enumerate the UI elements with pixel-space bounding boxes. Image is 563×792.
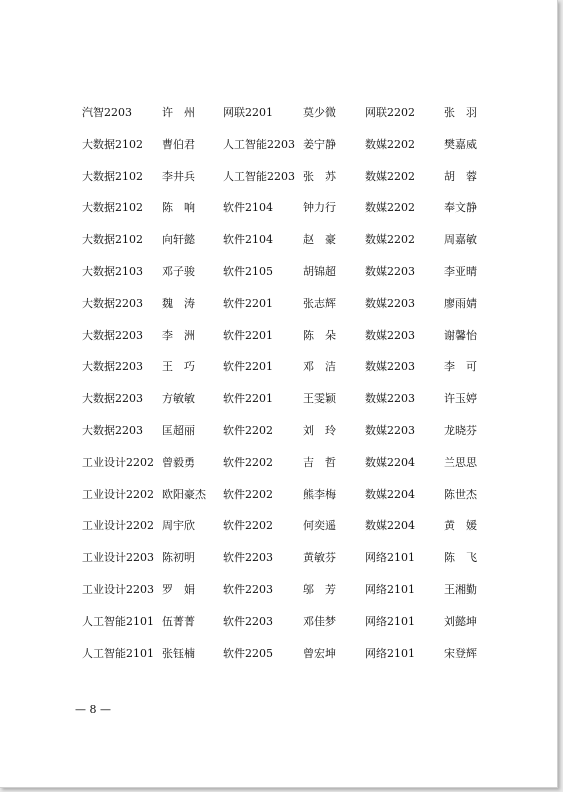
class-cell: 数媒2203	[365, 296, 415, 310]
table-row	[0, 134, 557, 166]
name-cell: 张志辉	[303, 296, 336, 310]
name-cell: 罗 娟	[162, 582, 195, 596]
table-row	[0, 166, 557, 198]
name-cell: 何奕遥	[303, 519, 336, 533]
class-cell: 人工智能2101	[82, 614, 154, 628]
name-cell: 龙晓芬	[444, 423, 477, 437]
class-cell: 大数据2203	[82, 423, 143, 437]
name-cell: 邓佳梦	[303, 614, 336, 628]
class-cell: 数媒2202	[365, 137, 415, 151]
name-cell: 陈 响	[162, 201, 195, 215]
name-list-table	[0, 102, 557, 674]
table-row	[0, 420, 557, 452]
table-row	[0, 197, 557, 229]
class-cell: 人工智能2101	[82, 646, 154, 660]
name-cell: 王 巧	[162, 360, 195, 374]
table-row	[0, 484, 557, 516]
class-cell: 数媒2202	[365, 233, 415, 247]
class-cell: 软件2202	[223, 487, 273, 501]
class-cell: 人工智能2203	[223, 169, 295, 183]
name-cell: 许玉婷	[444, 392, 477, 406]
class-cell: 人工智能2203	[223, 137, 295, 151]
class-cell: 汽智2203	[82, 106, 132, 119]
name-cell: 欧阳豪杰	[162, 487, 206, 501]
class-cell: 数媒2203	[365, 264, 415, 278]
name-cell: 张钰楠	[162, 646, 195, 660]
name-cell: 奉文静	[444, 201, 477, 215]
class-cell: 网联2202	[365, 106, 415, 119]
name-cell: 胡 蓉	[444, 169, 477, 183]
class-cell: 数媒2203	[365, 328, 415, 342]
name-cell: 李 可	[444, 360, 477, 374]
name-cell: 陈初明	[162, 551, 195, 565]
table-row	[0, 261, 557, 293]
name-cell: 樊嘉威	[444, 137, 477, 151]
name-cell: 陈世杰	[444, 487, 477, 501]
class-cell: 大数据2102	[82, 201, 143, 215]
table-row	[0, 388, 557, 420]
class-cell: 数媒2204	[365, 455, 415, 469]
name-cell: 曹伯君	[162, 137, 195, 151]
name-cell: 李亚晴	[444, 264, 477, 278]
table-row	[0, 229, 557, 261]
name-cell: 陈 飞	[444, 551, 477, 565]
class-cell: 网络2101	[365, 551, 415, 565]
class-cell: 软件2203	[223, 551, 273, 565]
table-row	[0, 452, 557, 484]
class-cell: 软件2201	[223, 328, 273, 342]
table-row	[0, 611, 557, 643]
class-cell: 网联2201	[223, 106, 273, 119]
class-cell: 网络2101	[365, 646, 415, 660]
name-cell: 张 苏	[303, 169, 336, 183]
class-cell: 大数据2103	[82, 264, 143, 278]
name-cell: 陈 朵	[303, 328, 336, 342]
name-cell: 黄 媛	[444, 519, 477, 533]
name-cell: 吉 哲	[303, 455, 336, 469]
name-cell: 匡超丽	[162, 423, 195, 437]
class-cell: 数媒2204	[365, 487, 415, 501]
class-cell: 工业设计2202	[82, 487, 154, 501]
name-cell: 黄敏芬	[303, 551, 336, 565]
table-row	[0, 356, 557, 388]
name-cell: 向轩懿	[162, 233, 195, 247]
class-cell: 数媒2203	[365, 423, 415, 437]
class-cell: 工业设计2202	[82, 455, 154, 469]
name-cell: 王湘勤	[444, 582, 477, 596]
name-cell: 赵 豪	[303, 233, 336, 247]
class-cell: 大数据2102	[82, 169, 143, 183]
name-cell: 熊李梅	[303, 487, 336, 501]
class-cell: 软件2202	[223, 455, 273, 469]
class-cell: 大数据2102	[82, 137, 143, 151]
class-cell: 网络2101	[365, 582, 415, 596]
name-cell: 刘 玲	[303, 423, 336, 437]
class-cell: 软件2105	[223, 264, 273, 278]
name-cell: 廖雨婧	[444, 296, 477, 310]
class-cell: 数媒2202	[365, 201, 415, 215]
class-cell: 大数据2203	[82, 360, 143, 374]
name-cell: 曾毅勇	[162, 455, 195, 469]
class-cell: 软件2201	[223, 360, 273, 374]
class-cell: 网络2101	[365, 614, 415, 628]
name-cell: 邓子骏	[162, 264, 195, 278]
name-cell: 周宇欣	[162, 519, 195, 533]
class-cell: 软件2201	[223, 392, 273, 406]
class-cell: 工业设计2203	[82, 582, 154, 596]
name-cell: 邓 洁	[303, 360, 336, 374]
table-row	[0, 515, 557, 547]
name-cell: 魏 涛	[162, 296, 195, 310]
class-cell: 软件2104	[223, 233, 273, 247]
name-cell: 谢馨怡	[444, 328, 477, 342]
name-cell: 张 羽	[444, 106, 477, 119]
class-cell: 数媒2204	[365, 519, 415, 533]
class-cell: 大数据2203	[82, 296, 143, 310]
class-cell: 软件2203	[223, 614, 273, 628]
table-row	[0, 325, 557, 357]
class-cell: 软件2202	[223, 423, 273, 437]
page-number: — 8 —	[75, 703, 111, 716]
class-cell: 工业设计2202	[82, 519, 154, 533]
name-cell: 兰思思	[444, 455, 477, 469]
class-cell: 工业设计2203	[82, 551, 154, 565]
class-cell: 软件2201	[223, 296, 273, 310]
name-cell: 李井兵	[162, 169, 195, 183]
name-cell: 周嘉敏	[444, 233, 477, 247]
class-cell: 软件2205	[223, 646, 273, 660]
table-row	[0, 579, 557, 611]
name-cell: 王雯颖	[303, 392, 336, 406]
class-cell: 大数据2203	[82, 328, 143, 342]
class-cell: 软件2104	[223, 201, 273, 215]
table-row	[0, 643, 557, 675]
name-cell: 许 州	[162, 106, 195, 119]
class-cell: 数媒2203	[365, 360, 415, 374]
table-row	[0, 547, 557, 579]
name-cell: 莫少微	[303, 106, 336, 119]
name-cell: 刘懿坤	[444, 614, 477, 628]
class-cell: 软件2202	[223, 519, 273, 533]
name-cell: 胡锦超	[303, 264, 336, 278]
table-row	[0, 293, 557, 325]
class-cell: 数媒2203	[365, 392, 415, 406]
name-cell: 宋登辉	[444, 646, 477, 660]
name-cell: 邬 芳	[303, 582, 336, 596]
class-cell: 大数据2203	[82, 392, 143, 406]
name-cell: 曾宏坤	[303, 646, 336, 660]
name-cell: 钟力行	[303, 201, 336, 215]
class-cell: 大数据2102	[82, 233, 143, 247]
name-cell: 李 洲	[162, 328, 195, 342]
name-cell: 姜宁静	[303, 137, 336, 151]
name-cell: 方敏敏	[162, 392, 195, 406]
table-row	[0, 102, 557, 134]
class-cell: 数媒2202	[365, 169, 415, 183]
class-cell: 软件2203	[223, 582, 273, 596]
name-cell: 伍菁菁	[162, 614, 195, 628]
